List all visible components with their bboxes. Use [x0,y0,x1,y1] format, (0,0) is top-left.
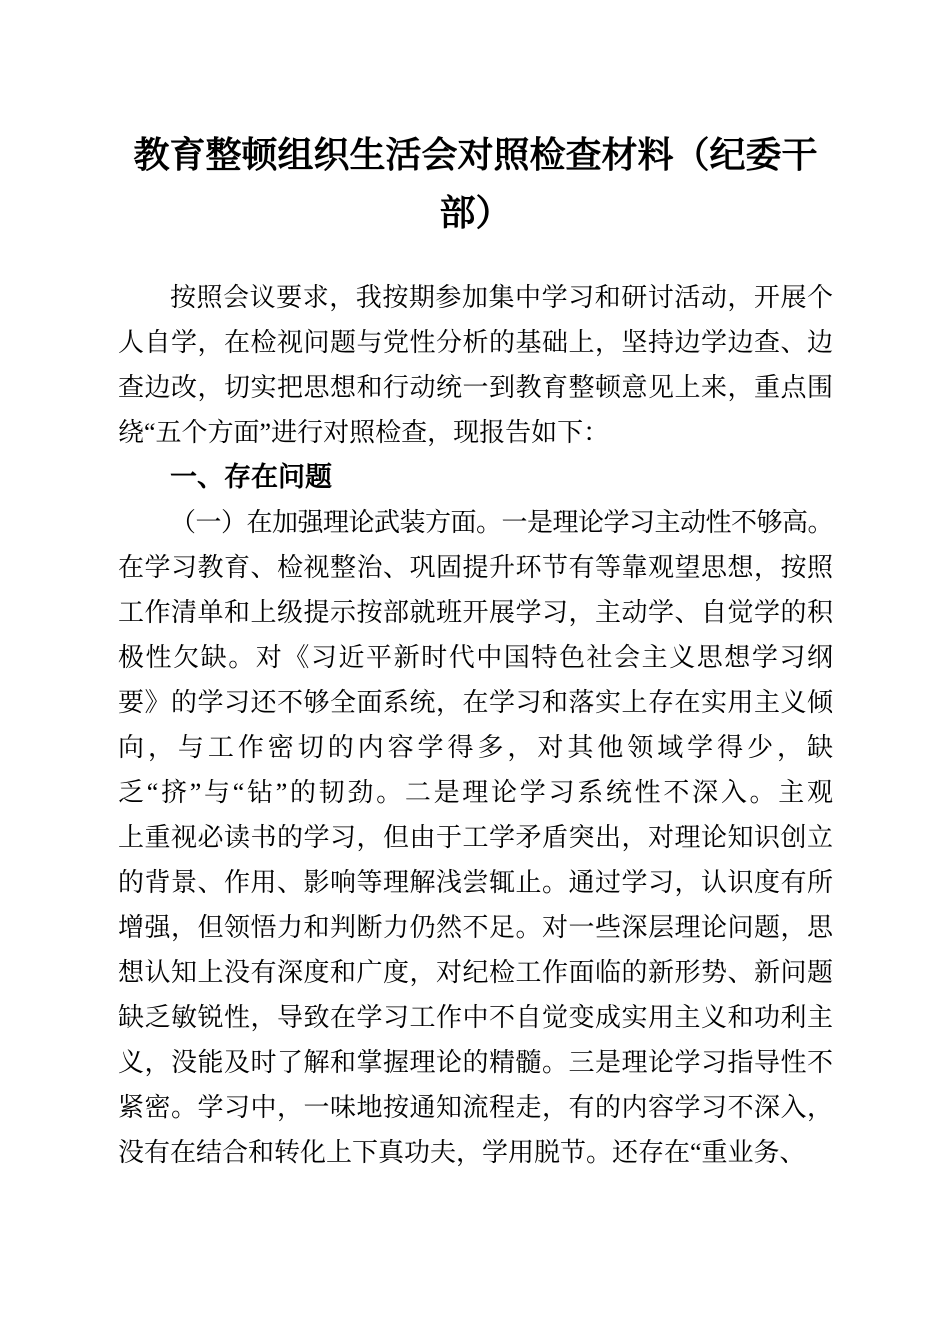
document-title-line-1: 教育整顿组织生活会对照检查材料（纪委干 [133,135,818,175]
document-title-line-2: 部） [439,193,512,233]
body-text-line-4: 极性欠缺。对《习近平新时代中国特色社会主义思想学习纲 [118,643,833,672]
document-title [118,126,833,242]
body-text-line-15: 没有在结合和转化上下真功夫，学用脱节。还存在“重业务、 [118,1138,806,1167]
body-text-line-5: 要》的学习还不够全面系统，在学习和落实上存在实用主义倾 [118,688,833,717]
intro-text-line-2: 人自学，在检视问题与党性分析的基础上，坚持边学边查、边 [118,328,833,357]
intro-text-line-1: 按照会议要求，我按期参加集中学习和研讨活动，开展个 [170,283,833,312]
body-text-line-8: 上重视必读书的学习，但由于工学矛盾突出，对理论知识创立 [118,823,833,852]
body-text-line-7: 乏“挤”与“钻”的韧劲。二是理论学习系统性不深入。主观 [118,778,833,807]
subsection-theory-paragraph [118,500,833,1175]
body-text-line-14: 紧密。学习中，一味地按通知流程走，有的内容学习不深入， [118,1093,833,1122]
body-text-line-13: 义，没能及时了解和掌握理论的精髓。三是理论学习指导性不 [118,1048,833,1077]
body-text-line-12: 缺乏敏锐性，导致在学习工作中不自觉变成实用主义和功利主 [118,1003,833,1032]
intro-paragraph [118,275,833,455]
intro-text-line-3: 查边改，切实把思想和行动统一到教育整顿意见上来，重点围 [118,373,833,402]
body-text-line-11: 想认知上没有深度和广度，对纪检工作面临的新形势、新问题 [118,958,833,987]
body-text-line-9: 的背景、作用、影响等理解浅尝辄止。通过学习，认识度有所 [118,868,833,897]
body-text-line-6: 向，与工作密切的内容学得多，对其他领域学得少，缺 [118,733,833,762]
body-text-line-1: （一）在加强理论武装方面。一是理论学习主动性不够高。 [170,508,833,537]
body-text-line-3: 工作清单和上级提示按部就班开展学习，主动学、自觉学的积 [118,598,833,627]
section-heading-existing-problems: 一、存在问题 [170,462,332,492]
body-text-line-2: 在学习教育、检视整治、巩固提升环节有等靠观望思想，按照 [118,553,833,582]
intro-text-line-4: 绕“五个方面”进行对照检查，现报告如下： [118,418,610,447]
body-text-line-10: 增强，但领悟力和判断力仍然不足。对一些深层理论问题，思 [118,913,833,942]
